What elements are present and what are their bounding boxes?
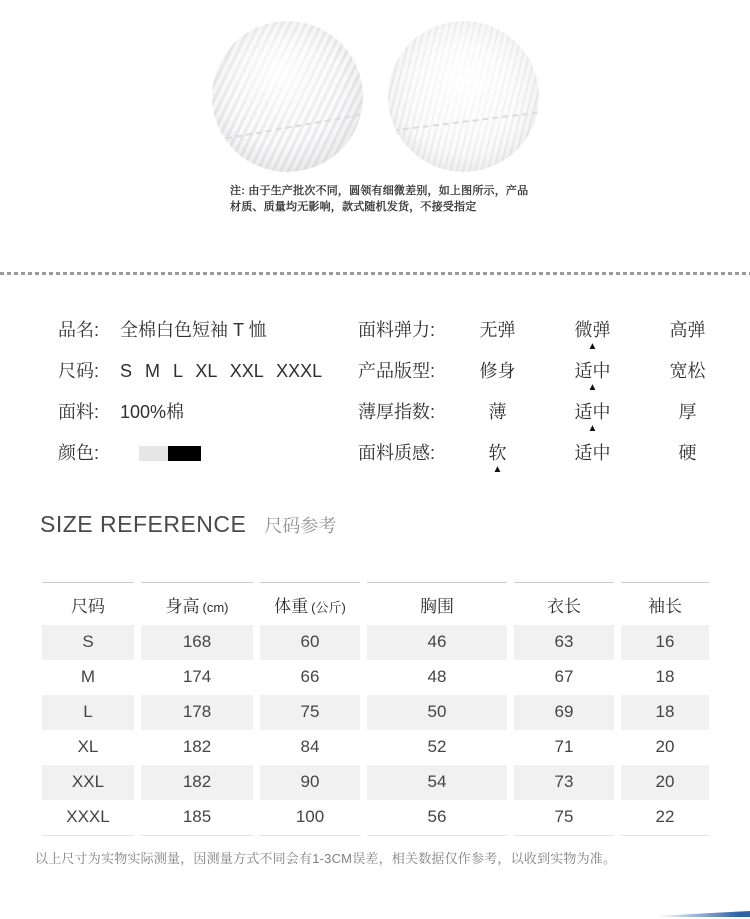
info-label: 面料: — [58, 402, 100, 422]
cell-chest: 52 — [427, 737, 447, 756]
cell-length: 63 — [514, 625, 614, 660]
cell-weight: 60 — [260, 625, 360, 660]
fabric-note: 注: 由于生产批次不同，圆领有细微差别，如上图所示，产品材质、质量均无影响，款式随机发货，不接受指定 — [230, 185, 529, 213]
attribute-label: 产品版型: — [358, 361, 436, 381]
cell-weight: 66 — [300, 667, 320, 686]
attribute-option — [640, 319, 735, 354]
attribute-label: 面料质感: — [358, 443, 436, 463]
attribute-option — [450, 442, 545, 477]
size-list: S M L XL XXL XXXL — [120, 361, 323, 381]
column-header-sleeve — [621, 582, 709, 625]
cell-length: 73 — [514, 765, 614, 800]
fabric-value: 100%棉 — [120, 402, 185, 422]
column-header-weight — [260, 582, 360, 625]
cell-size: XXL — [42, 765, 134, 800]
size-reference-title-zh: 尺码参考 — [264, 516, 337, 536]
option-text: 硬 — [678, 443, 697, 463]
attribute-option — [640, 442, 735, 477]
cell-chest: 54 — [367, 765, 507, 800]
attribute-row-texture — [358, 442, 735, 477]
column-header-height — [141, 582, 253, 625]
option-text: 宽松 — [669, 361, 706, 381]
cell-weight: 90 — [260, 765, 360, 800]
product-info-section — [0, 275, 750, 483]
selection-triangle-icon: ▲ — [587, 382, 598, 393]
cell-sleeve: 16 — [621, 625, 709, 660]
option-text: 软 — [488, 443, 507, 463]
color-swatch-black — [168, 446, 201, 461]
column-name: 尺码 — [71, 597, 105, 616]
attribute-option — [640, 401, 735, 436]
product-basic-info — [58, 319, 358, 483]
cell-size: XXXL — [42, 800, 134, 836]
table-row — [42, 625, 709, 660]
cell-sleeve: 22 — [621, 800, 709, 836]
size-reference-title-en: SIZE REFERENCE — [40, 511, 247, 537]
table-row — [42, 765, 709, 800]
column-unit: (公斤) — [311, 600, 346, 615]
size-table-header-row — [42, 582, 709, 625]
product-attributes — [358, 319, 735, 483]
cell-height: 182 — [141, 765, 253, 800]
option-text: 厚 — [678, 402, 697, 422]
cell-chest: 48 — [427, 667, 447, 686]
accent-wedge-decoration — [658, 911, 750, 917]
column-name: 袖长 — [648, 597, 682, 616]
fabric-closeup-image-left — [212, 21, 363, 172]
attribute-option — [450, 360, 545, 395]
cell-sleeve: 20 — [621, 765, 709, 800]
size-reference-heading — [40, 510, 750, 540]
info-row-name — [58, 319, 358, 341]
color-swatch-white — [139, 446, 168, 461]
fabric-detail-section — [0, 0, 750, 272]
cell-sleeve: 18 — [655, 667, 675, 686]
product-name: 全棉白色短袖 T 恤 — [120, 320, 267, 340]
option-text: 薄 — [488, 402, 507, 422]
cell-height: 185 — [141, 800, 253, 836]
column-header-length — [514, 582, 614, 625]
attribute-label: 面料弹力: — [358, 320, 436, 340]
cell-height: 174 — [182, 667, 212, 686]
option-text: 微弹 — [574, 320, 611, 340]
column-name: 身高 — [165, 597, 200, 616]
cell-size: M — [80, 667, 96, 686]
info-label: 品名: — [58, 320, 100, 340]
cell-sleeve: 20 — [655, 737, 675, 756]
cell-weight: 100 — [260, 800, 360, 836]
column-unit: (cm) — [202, 600, 229, 615]
attribute-label: 薄厚指数: — [358, 402, 436, 422]
attribute-row-fit — [358, 360, 735, 395]
column-header-size — [42, 582, 134, 625]
cell-height: 178 — [141, 695, 253, 730]
cell-length: 67 — [554, 667, 574, 686]
column-name: 胸围 — [420, 597, 454, 616]
cell-length: 75 — [514, 800, 614, 836]
option-text: 适中 — [574, 361, 611, 381]
info-label: 尺码: — [58, 361, 100, 381]
column-name: 衣长 — [547, 597, 581, 616]
cell-chest: 50 — [367, 695, 507, 730]
cell-sleeve: 18 — [621, 695, 709, 730]
attribute-option — [545, 442, 640, 477]
option-text: 无弹 — [479, 320, 516, 340]
option-text: 修身 — [479, 361, 516, 381]
cell-size: S — [42, 625, 134, 660]
cell-chest: 46 — [367, 625, 507, 660]
cell-length: 69 — [514, 695, 614, 730]
column-name: 体重 — [274, 597, 309, 616]
cell-size: L — [42, 695, 134, 730]
info-row-fabric — [58, 401, 358, 423]
cell-length: 71 — [554, 737, 574, 756]
table-row — [42, 695, 709, 730]
column-header-chest — [367, 582, 507, 625]
cell-chest: 56 — [367, 800, 507, 836]
table-row — [42, 660, 709, 695]
cell-height: 182 — [182, 737, 212, 756]
fabric-closeup-image-right — [388, 21, 539, 172]
option-text: 适中 — [574, 443, 611, 463]
option-text: 高弹 — [669, 320, 706, 340]
cell-weight: 75 — [260, 695, 360, 730]
measurement-disclaimer: 以上尺寸为实物实际测量，因测量方式不同会有1-3CM误差，相关数据仅作参考，以收到实物为准。 — [35, 851, 617, 866]
table-row — [42, 730, 709, 765]
info-label: 颜色: — [58, 443, 100, 463]
attribute-option — [450, 319, 545, 354]
attribute-row-elasticity — [358, 319, 735, 354]
selection-triangle-icon: ▲ — [492, 464, 503, 475]
cell-height: 168 — [141, 625, 253, 660]
info-row-sizes — [58, 360, 358, 382]
selection-triangle-icon: ▲ — [587, 423, 598, 434]
table-row — [42, 800, 709, 836]
attribute-option — [545, 360, 640, 395]
attribute-option — [450, 401, 545, 436]
option-text: 适中 — [574, 402, 611, 422]
cell-size: XL — [77, 737, 99, 756]
attribute-row-thickness — [358, 401, 735, 436]
attribute-option — [545, 401, 640, 436]
cell-weight: 84 — [300, 737, 320, 756]
info-row-colors — [58, 442, 358, 464]
attribute-option — [640, 360, 735, 395]
selection-triangle-icon: ▲ — [587, 341, 598, 352]
size-table — [35, 582, 716, 836]
attribute-option — [545, 319, 640, 354]
